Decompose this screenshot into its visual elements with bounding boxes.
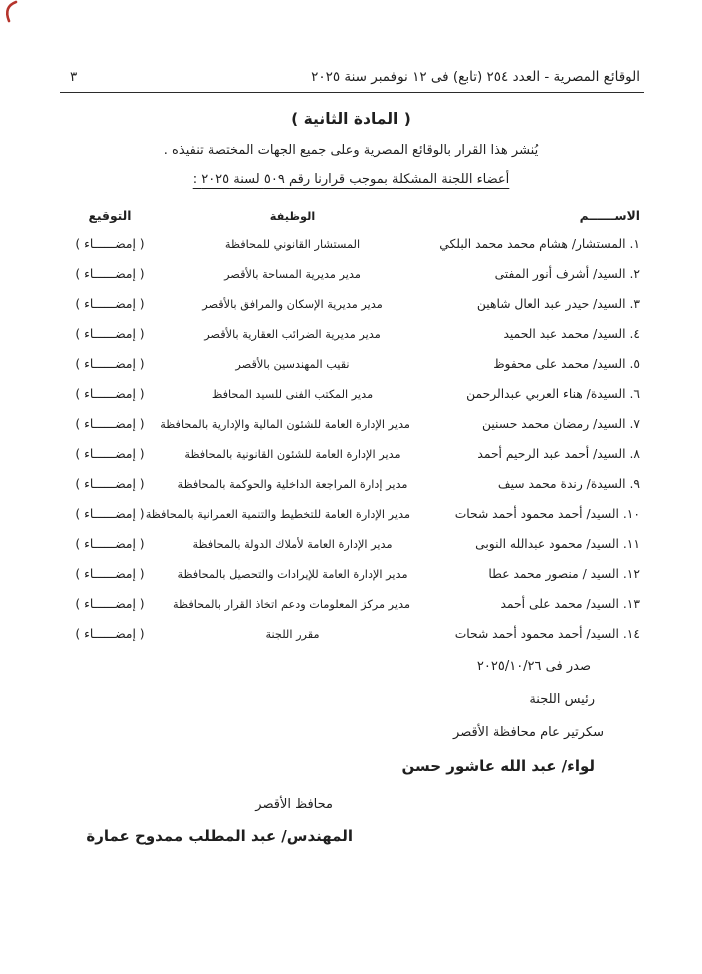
member-position: مدير الإدارة العامة للإيرادات والتحصيل بالمحافظة xyxy=(177,567,408,581)
member-position: مدير مركز المعلومات ودعم اتخاذ القرار بالمحافظة xyxy=(173,597,410,611)
member-row xyxy=(45,469,640,499)
member-position: مقرر اللجنة xyxy=(265,627,320,641)
secretary-name: لواء/ عبد الله عاشور حسن xyxy=(401,757,595,775)
member-row xyxy=(45,229,640,259)
page-number: ٣ xyxy=(70,69,78,85)
member-signature: ( إمضــــــاء ) xyxy=(75,267,145,281)
member-row xyxy=(45,409,640,439)
member-row xyxy=(45,379,640,409)
member-name: ٥. السيد/ محمد على محفوظ xyxy=(493,357,640,371)
member-position: مدير مديرية الضرائب العقارية بالأقصر xyxy=(204,327,381,341)
member-position: مدير المكتب الفنى للسيد المحافظ xyxy=(211,387,374,401)
member-row xyxy=(45,439,640,469)
member-signature: ( إمضــــــاء ) xyxy=(75,357,145,371)
member-signature: ( إمضــــــاء ) xyxy=(75,597,145,611)
member-row xyxy=(45,529,640,559)
column-header-name: الاســــــم xyxy=(579,209,640,223)
committee-members-title: أعضاء اللجنة المشكلة بموجب قرارنا رقم ٥٠٩ لسنة ٢٠٢٥ : xyxy=(192,172,510,187)
member-signature: ( إمضــــــاء ) xyxy=(75,627,145,641)
governor-title: محافظ الأقصر xyxy=(255,797,333,812)
column-header-signature: التوقيع xyxy=(88,209,132,223)
member-row xyxy=(45,589,640,619)
member-signature: ( إمضــــــاء ) xyxy=(75,477,145,491)
member-row xyxy=(45,349,640,379)
member-name: ٢. السيد/ أشرف أنور المفتى xyxy=(494,267,640,281)
member-signature: ( إمضــــــاء ) xyxy=(75,507,145,521)
committee-members-table xyxy=(45,203,640,649)
member-position: مدير الإدارة العامة للتخطيط والتنمية العمرانية بالمحافظة xyxy=(145,507,410,521)
member-name: ١٠. السيد/ أحمد محمود أحمد شحات xyxy=(454,507,640,521)
member-row xyxy=(45,559,640,589)
committee-head-title: رئيس اللجنة xyxy=(529,692,595,707)
member-row xyxy=(45,619,640,649)
table-header-row xyxy=(45,203,640,229)
governor-name: المهندس/ عبد المطلب ممدوح عمارة xyxy=(86,827,353,845)
member-signature: ( إمضــــــاء ) xyxy=(75,417,145,431)
member-signature: ( إمضــــــاء ) xyxy=(75,567,145,581)
member-name: ١١. السيد/ محمود عبدالله النوبى xyxy=(475,537,640,551)
member-row xyxy=(45,319,640,349)
member-position: مدير مديرية الإسكان والمرافق بالأقصر xyxy=(202,297,383,311)
masthead xyxy=(0,0,702,85)
masthead-rule xyxy=(60,92,644,93)
member-name: ٨. السيد/ أحمد عبد الرحيم أحمد xyxy=(477,447,640,461)
red-pen-stroke-icon xyxy=(2,0,18,24)
secretary-title: سكرتير عام محافظة الأقصر xyxy=(453,725,604,740)
publish-clause: يُنشر هذا القرار بالوقائع المصرية وعلى جميع الجهات المختصة تنفيذه . xyxy=(163,143,539,158)
member-signature: ( إمضــــــاء ) xyxy=(75,237,145,251)
member-position: مدير مديرية المساحة بالأقصر xyxy=(224,267,361,281)
member-name: ١٢. السيد / منصور محمد عطا xyxy=(488,567,640,581)
member-position: المستشار القانوني للمحافظة xyxy=(224,237,361,251)
member-name: ١٤. السيد/ أحمد محمود أحمد شحات xyxy=(454,627,640,641)
column-header-position: الوظيفة xyxy=(269,209,316,223)
gazette-title: الوقائع المصرية - العدد ٢٥٤ (تابع) فى ١٢ نوفمبر سنة ٢٠٢٥ xyxy=(311,69,640,85)
member-row xyxy=(45,259,640,289)
member-name: ٤. السيد/ محمد عبد الحميد xyxy=(503,327,640,341)
member-row xyxy=(45,289,640,319)
member-name: ١. المستشار/ هشام محمد محمد البلكي xyxy=(439,237,640,251)
member-signature: ( إمضــــــاء ) xyxy=(75,327,145,341)
member-signature: ( إمضــــــاء ) xyxy=(75,537,145,551)
member-signature: ( إمضــــــاء ) xyxy=(75,297,145,311)
member-signature: ( إمضــــــاء ) xyxy=(75,447,145,461)
member-name: ٣. السيد/ حيدر عبد العال شاهين xyxy=(476,297,640,311)
member-name: ٦. السيدة/ هناء العربي عبدالرحمن xyxy=(466,387,640,401)
member-row xyxy=(45,499,640,529)
member-position: مدير إدارة المراجعة الداخلية والحوكمة بالمحافظة xyxy=(177,477,408,491)
member-position: مدير الإدارة العامة للشئون المالية والإدارية بالمحافظة xyxy=(160,417,410,431)
member-signature: ( إمضــــــاء ) xyxy=(75,387,145,401)
table-body xyxy=(45,229,640,649)
member-position: نقيب المهندسين بالأقصر xyxy=(235,357,350,371)
member-name: ١٣. السيد/ محمد على أحمد xyxy=(500,597,640,611)
member-name: ٩. السيدة/ رندة محمد سيف xyxy=(497,477,640,491)
issued-date-line: صدر فى ٢٠٢٥/١٠/٢٦ xyxy=(476,659,591,674)
article-heading: ( المادة الثانية ) xyxy=(291,110,411,128)
member-position: مدير الإدارة العامة لأملاك الدولة بالمحافظة xyxy=(192,537,393,551)
member-position: مدير الإدارة العامة للشئون القانونية بالمحافظة xyxy=(184,447,401,461)
member-name: ٧. السيد/ رمضان محمد حسنين xyxy=(481,417,640,431)
